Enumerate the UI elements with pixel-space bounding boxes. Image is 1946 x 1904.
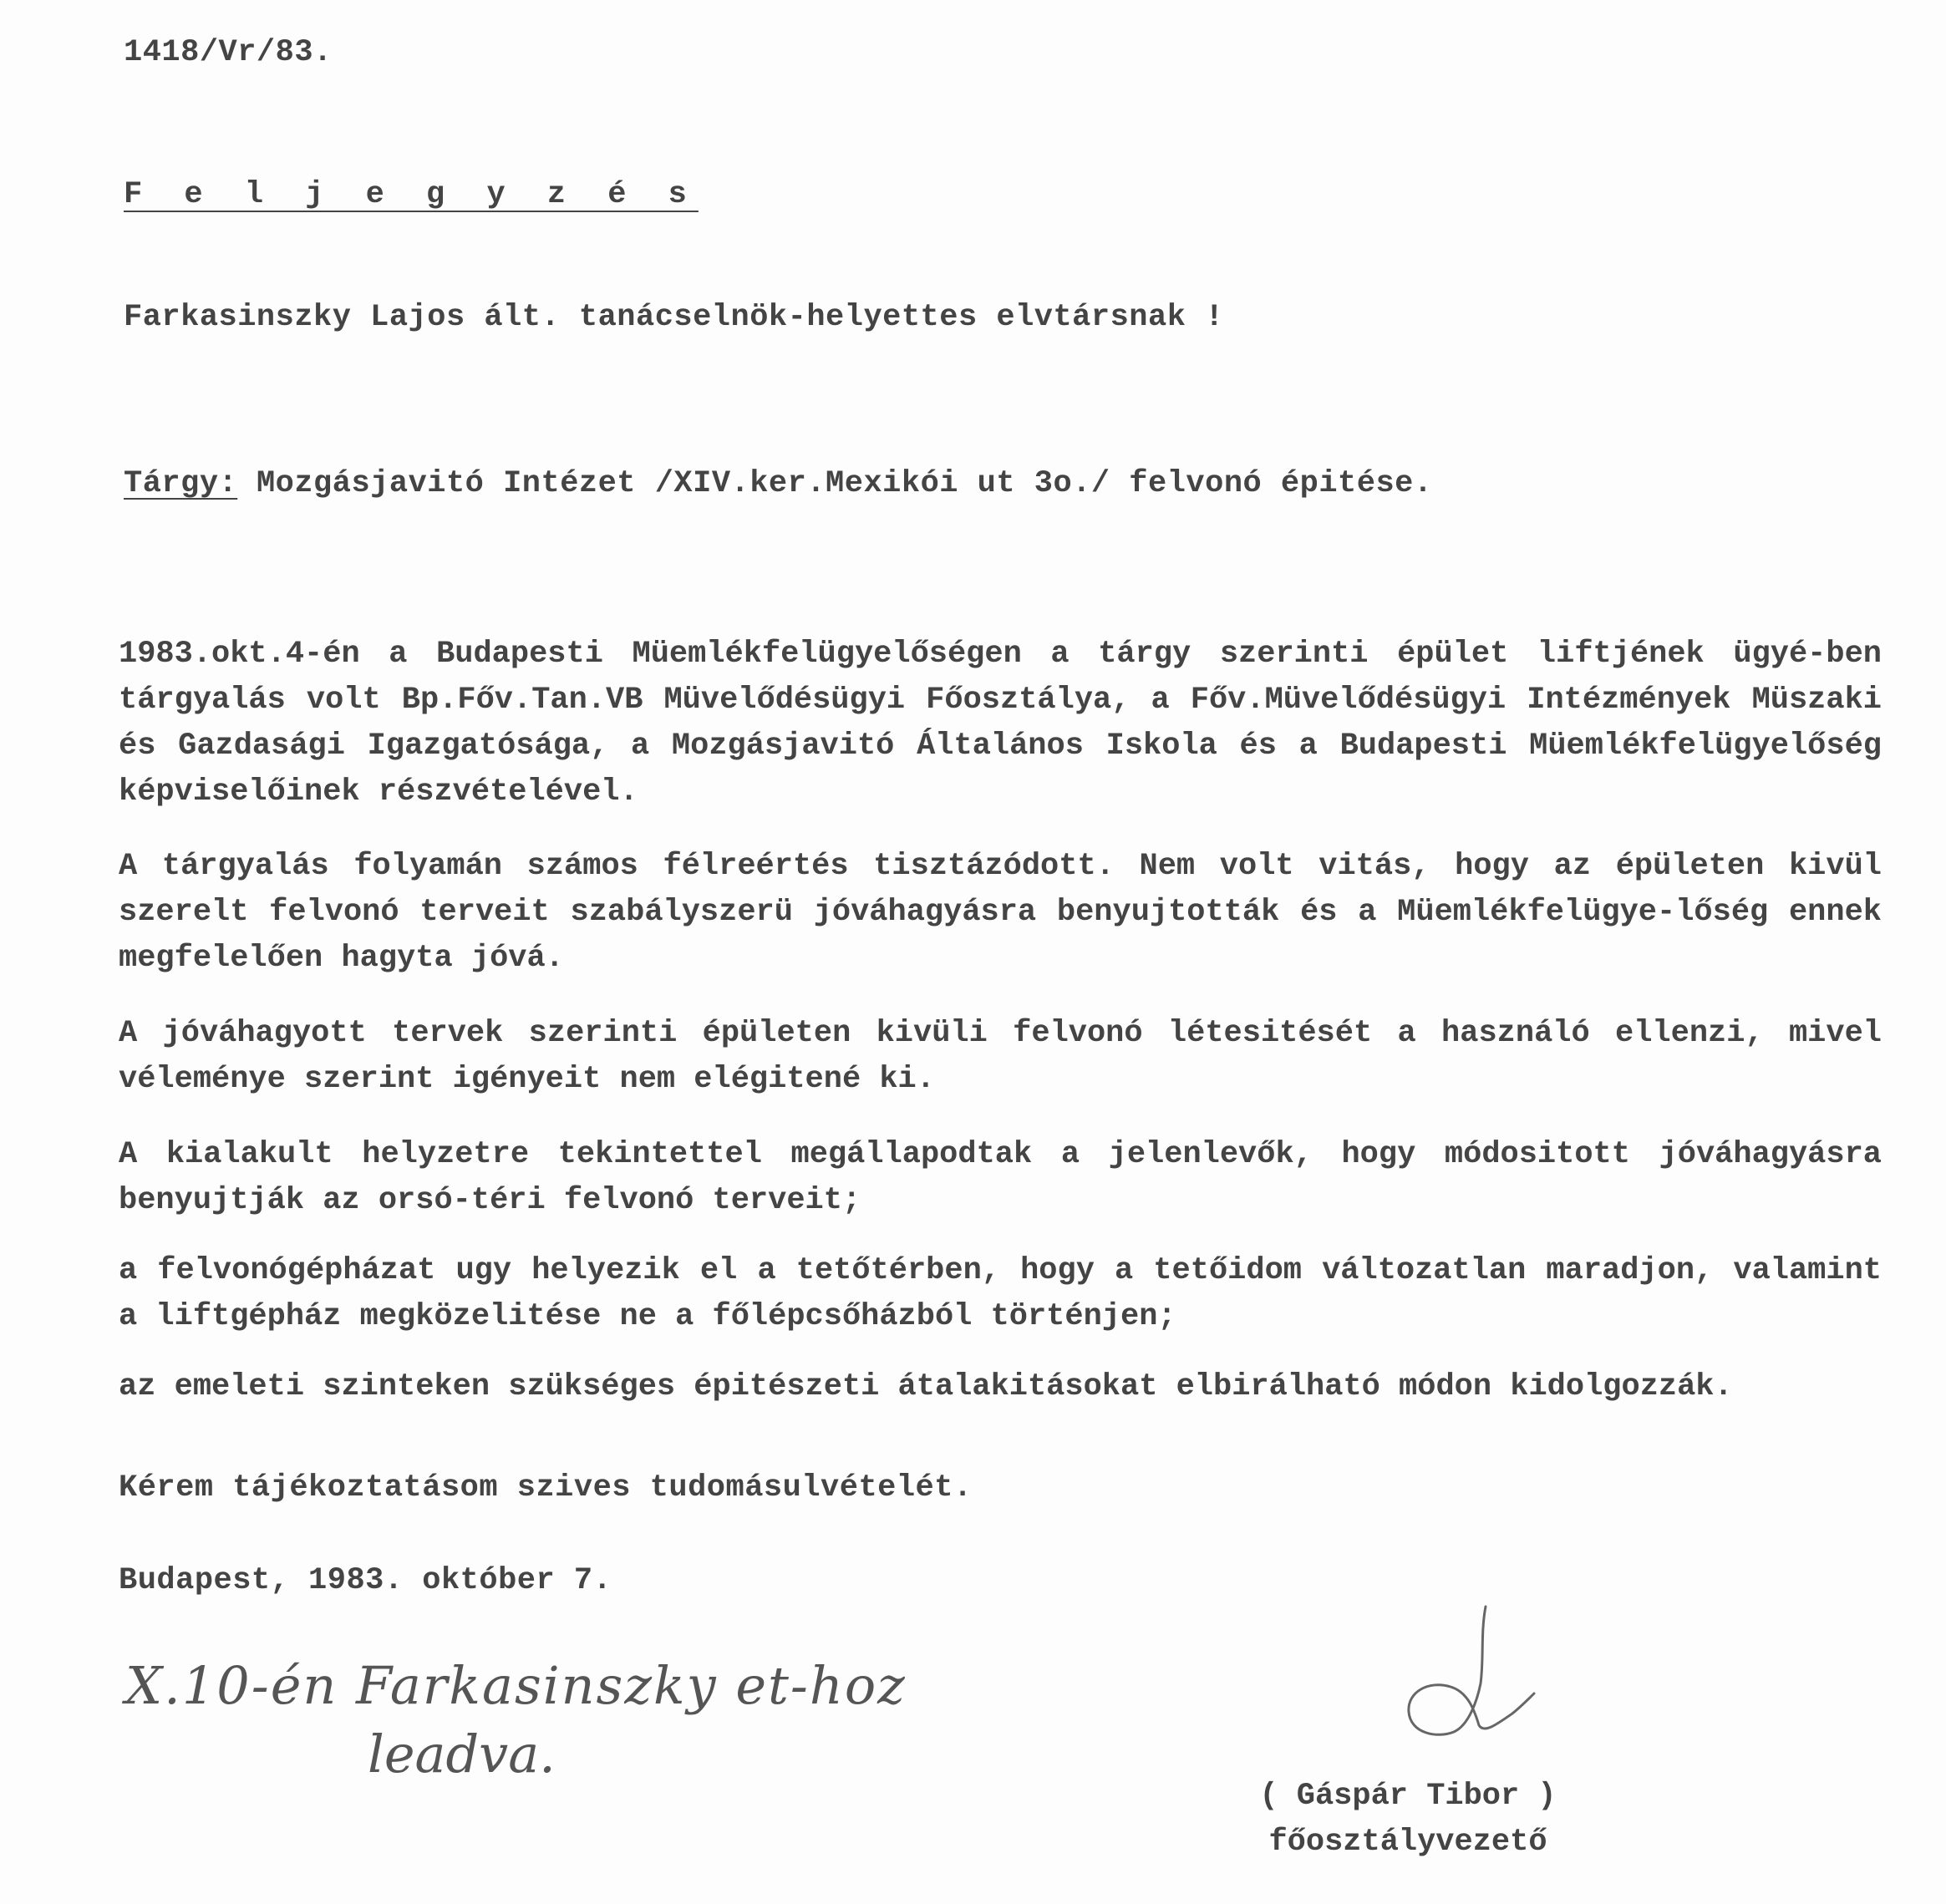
paragraph-clarification: A tárgyalás folyamán számos félreértés tisztázódott. Nem volt vitás, hogy az épületen kivül szerelt felvonó terveit szabályszerü jóváhagyásra benyujtották és a Müemlékfelügye-lőség ennek megfelelően hagyta jóvá.: [119, 849, 1882, 976]
handwritten-note-line-2: leadva.: [368, 1724, 556, 1785]
reference-number: 1418/Vr/83.: [124, 35, 333, 70]
subject-line: [124, 461, 1433, 507]
paragraph-machine-room: a felvonógépházat ugy helyezik el a tetőtérben, hogy a tetőidom változatlan maradjon, valamint a liftgépház megközelitése ne a főlépcsőházból történjen;: [119, 1253, 1882, 1334]
signer-name: ( Gáspár Tibor ): [1259, 1779, 1557, 1814]
paragraph-agreement: A kialakult helyzetre tekintettel megállapodtak a jelenlevők, hogy módositott jóváhagyásra benyujtják az orsó-téri felvonó terveit;: [119, 1137, 1882, 1218]
document-title: F e l j e g y z é s: [124, 177, 699, 212]
closing-request: Kérem tájékoztatásom szives tudomásulvételét.: [119, 1470, 973, 1505]
paragraph-meeting: 1983.okt.4-én a Budapesti Müemlékfelügyelőségen a tárgy szerinti épület liftjének ügyé-ben tárgyalás volt Bp.Főv.Tan.VB Müvelődésügyi Főosztálya, a Főv.Müvelődésügyi Intézmények Müszaki és Gazdasági Igazgatósága, a Mozgásjavitó Általános Iskola és a Budapesti Müemlékfelügyelőség képviselőinek részvételével.: [119, 637, 1882, 810]
signer-title: főosztályvezető: [1268, 1825, 1547, 1860]
handwritten-note-line-1: X.10-én Farkasinszky et-hoz: [125, 1655, 907, 1716]
subject-text: Mozgásjavitó Intézet /XIV.ker.Mexikói ut 3o./ felvonó épitése.: [237, 466, 1433, 501]
subject-label: Tárgy:: [124, 466, 238, 501]
paragraph-floor-alterations: az emeleti szinteken szükséges épitészeti átalakitásokat elbirálható módon kidolgozzák.: [119, 1369, 1733, 1404]
signature-icon: [1387, 1600, 1537, 1750]
date-line: Budapest, 1983. október 7.: [119, 1563, 612, 1598]
paragraph-objection: A jóváhagyott tervek szerinti épületen kivüli felvonó létesitését a használó ellenzi, mivel véleménye szerint igényeit nem elégitené ki.: [119, 1016, 1882, 1097]
addressee-line: Farkasinszky Lajos ált. tanácselnök-helyettes elvtársnak !: [124, 300, 1224, 335]
signature-block: [1249, 1774, 1567, 1866]
